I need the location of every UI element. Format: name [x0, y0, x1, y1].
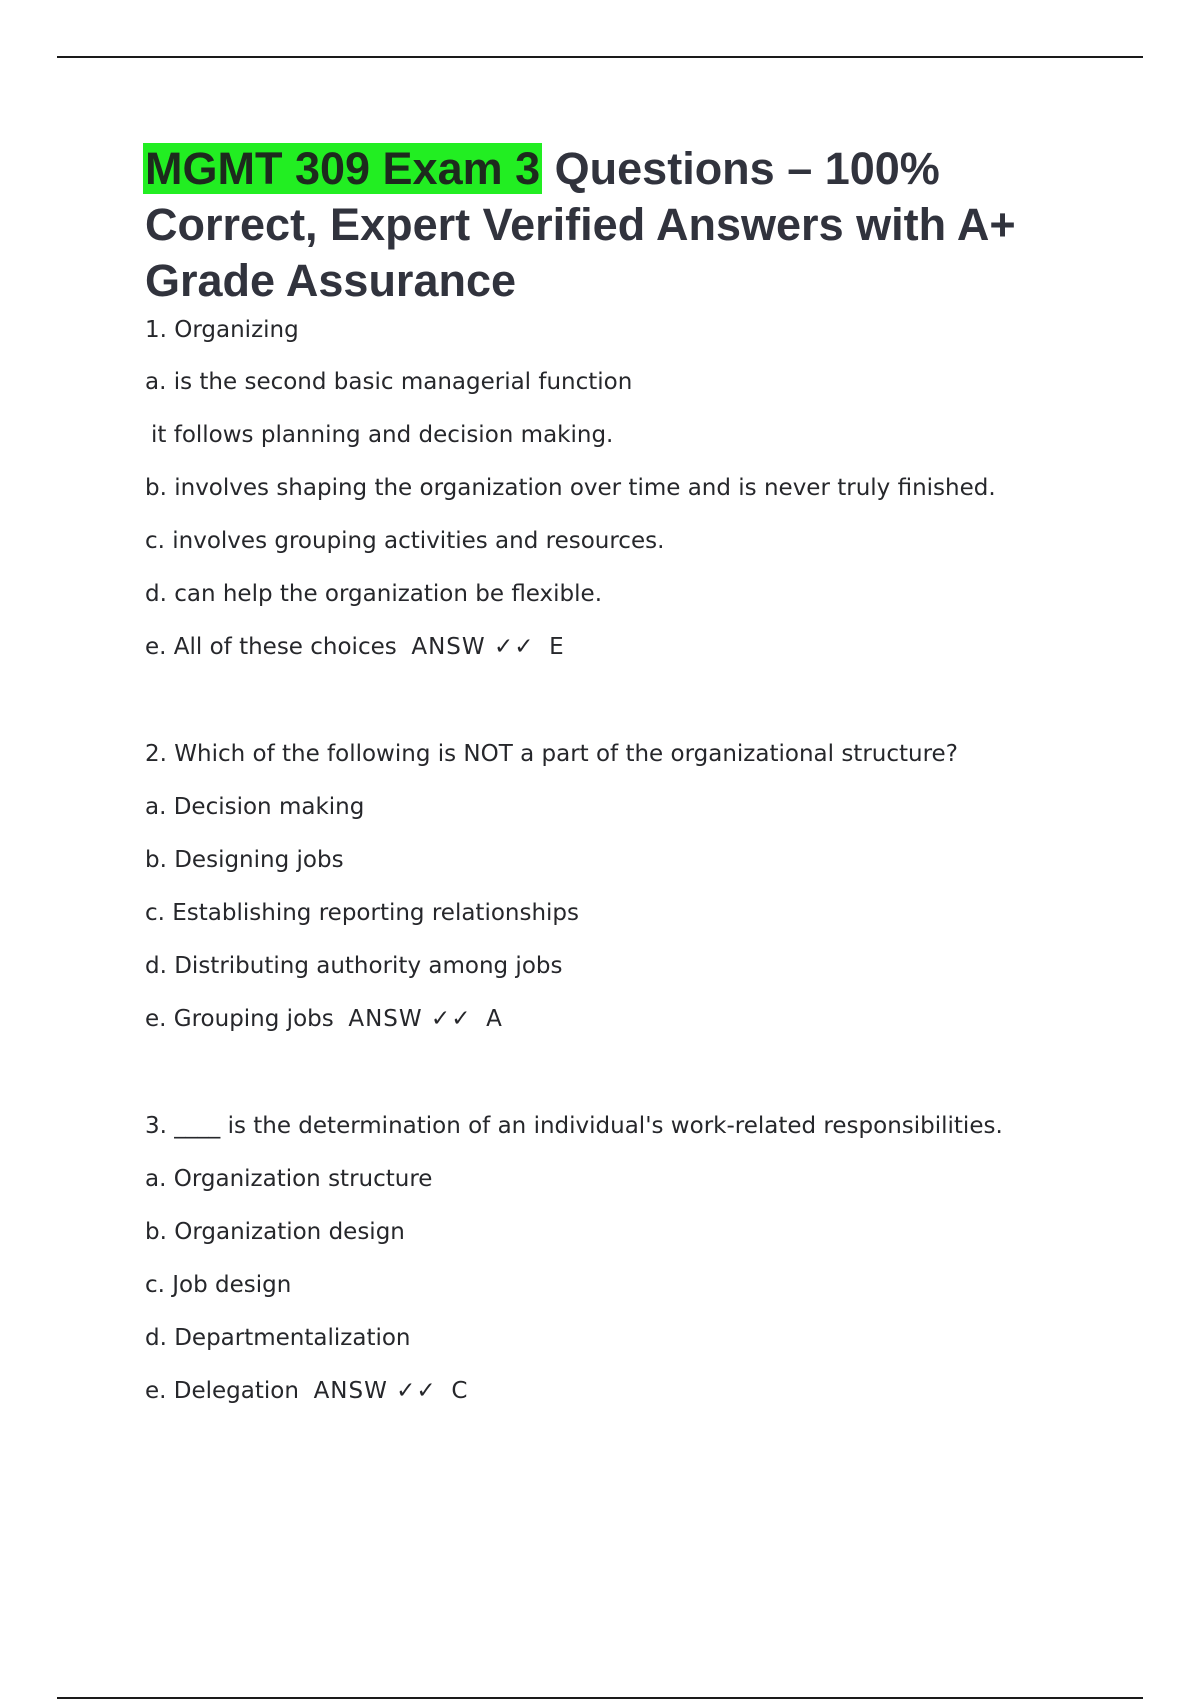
option-a: a. is the second basic managerial function: [145, 369, 633, 395]
document-title: [145, 141, 1075, 309]
option-b: b. involves shaping the organization over time and is never truly finished.: [145, 475, 996, 501]
question-stem: 1. Organizing: [145, 317, 299, 343]
option-d: d. can help the organization be flexible.: [145, 581, 603, 607]
option-b: b. Designing jobs: [145, 847, 344, 873]
option-c: c. Job design: [145, 1272, 292, 1298]
option-e-with-answer: [145, 632, 1075, 684]
title-highlight: MGMT 309 Exam 3: [145, 143, 541, 194]
option-e-with-answer: [145, 1376, 1075, 1428]
question-spacer: [145, 684, 1075, 739]
question-stem: 2. Which of the following is NOT a part of the organizational structure?: [145, 741, 958, 767]
answer-value: E: [549, 634, 564, 660]
question-1: [145, 315, 1075, 684]
answer-value: C: [451, 1378, 468, 1404]
answer-label: ANSW ✓✓: [411, 634, 535, 660]
option-e: e. Grouping jobs: [145, 1006, 334, 1032]
option-a-continued: it follows planning and decision making.: [151, 422, 614, 448]
footer-rule: [57, 1697, 1143, 1699]
header-rule: [57, 56, 1143, 58]
option-c: c. involves grouping activities and resources.: [145, 528, 665, 554]
option-d: d. Departmentalization: [145, 1325, 411, 1351]
option-c: c. Establishing reporting relationships: [145, 900, 580, 926]
answer-label: ANSW ✓✓: [348, 1006, 472, 1032]
option-e: e. Delegation: [145, 1378, 299, 1404]
answer-label: ANSW ✓✓: [313, 1378, 437, 1404]
option-b: b. Organization design: [145, 1219, 405, 1245]
answer-value: A: [486, 1006, 502, 1032]
option-a: a. Decision making: [145, 794, 365, 820]
question-spacer: [145, 1056, 1075, 1111]
option-d: d. Distributing authority among jobs: [145, 953, 563, 979]
option-e: e. All of these choices: [145, 634, 397, 660]
option-a: a. Organization structure: [145, 1166, 433, 1192]
question-stem: 3. ____ is the determination of an individual's work-related responsibilities.: [145, 1113, 1003, 1139]
document-body: [145, 141, 1075, 1428]
option-e-with-answer: [145, 1004, 1075, 1056]
question-2: [145, 739, 1075, 1056]
question-3: [145, 1111, 1075, 1428]
title-rest: Questions – 100% Correct, Expert Verified Answers with A+ Grade Assurance: [145, 143, 1016, 306]
